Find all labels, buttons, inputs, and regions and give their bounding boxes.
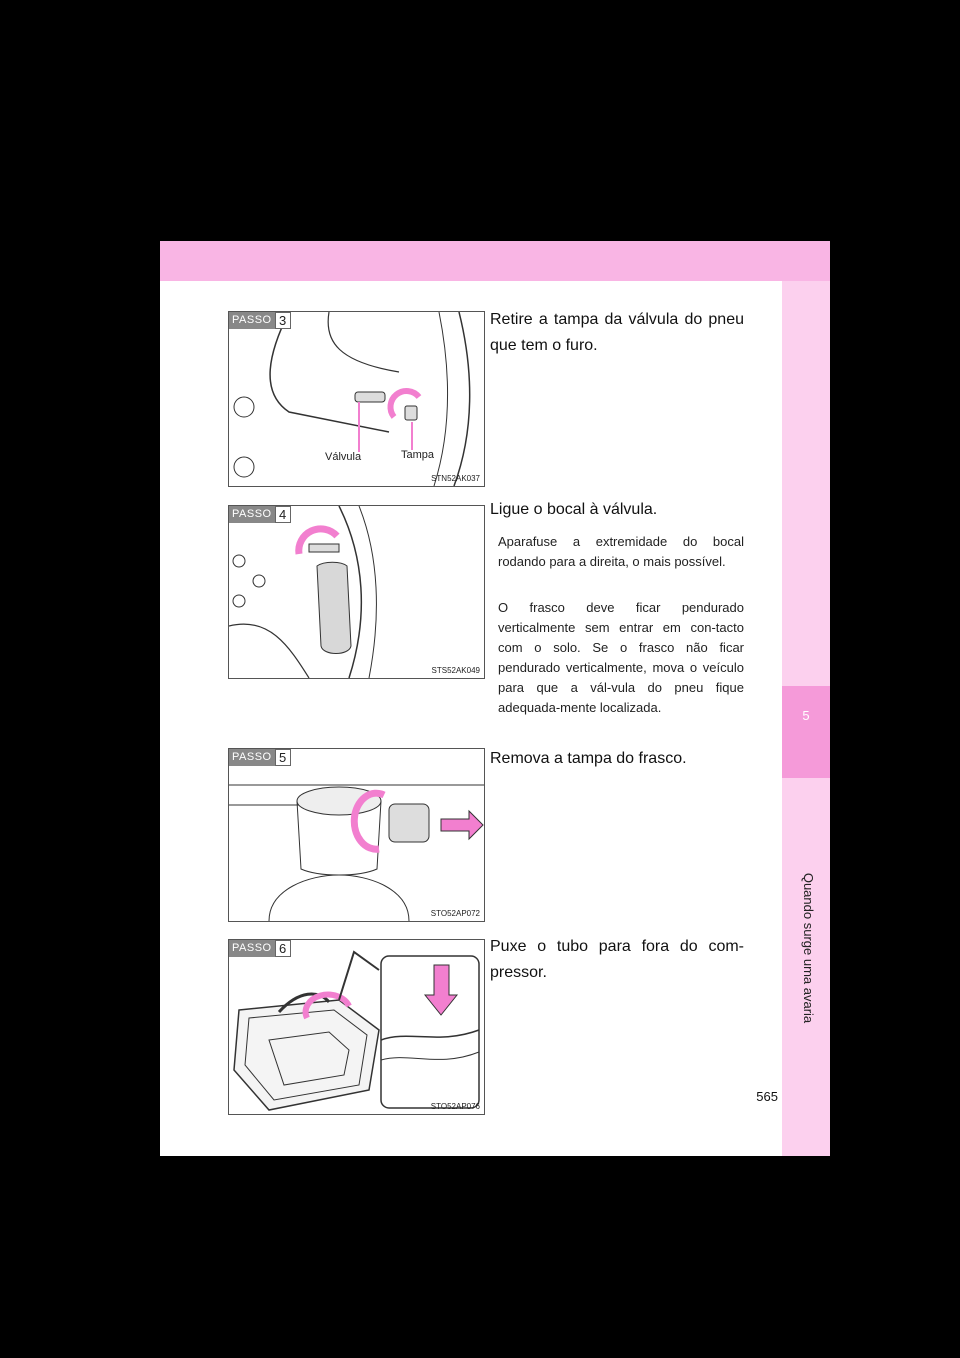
step-6-text: Puxe o tubo para fora do com-pressor. (490, 938, 744, 981)
step-5-figure (228, 748, 485, 922)
chapter-number: 5 (782, 686, 830, 778)
header-bar (160, 241, 830, 281)
step-badge: PASSO 3 (229, 312, 291, 329)
step-badge: PASSO 6 (229, 940, 291, 957)
figure-code: STO52AP076 (430, 1102, 480, 1111)
step-badge: PASSO 5 (229, 749, 291, 766)
step-4-note-2: O frasco deve ficar pendurado verticalmente sem entrar em con-tacto com o solo. Se o frasco não ficar pendurado verticalmente, mova o veículo para que a vál-vula do pneu fique adequada-mente localizada. (498, 600, 744, 715)
figure-code: STN52AK037 (431, 474, 480, 483)
step-3-text: Retire a tampa da válvula do pneu que tem o furo. (490, 311, 744, 354)
step-4-text: Ligue o bocal à válvula. (490, 501, 658, 518)
step-4-figure (228, 505, 485, 679)
chapter-side-tab[interactable] (782, 281, 830, 1156)
cap-label: Tampa (401, 449, 435, 461)
bottle-cap-illustration (229, 749, 484, 921)
step-badge: PASSO 4 (229, 506, 291, 523)
step-3-figure (228, 311, 485, 487)
figure-code: STO52AP072 (430, 909, 480, 918)
step-6-figure (228, 939, 485, 1115)
figure-code: STS52AK049 (431, 666, 480, 675)
manual-page (160, 241, 830, 1156)
valve-label: Válvula (325, 451, 362, 463)
step-4-note-1: Aparafuse a extremidade do bocal rodando para a direita, o mais possível. (498, 534, 744, 569)
chapter-title: Quando surge uma avaria (801, 872, 816, 1024)
compressor-tube-illustration (229, 940, 484, 1114)
step-5-text: Remova a tampa do frasco. (490, 750, 687, 767)
nozzle-bottle-illustration (229, 506, 484, 678)
page-number: 565 (756, 1089, 778, 1104)
